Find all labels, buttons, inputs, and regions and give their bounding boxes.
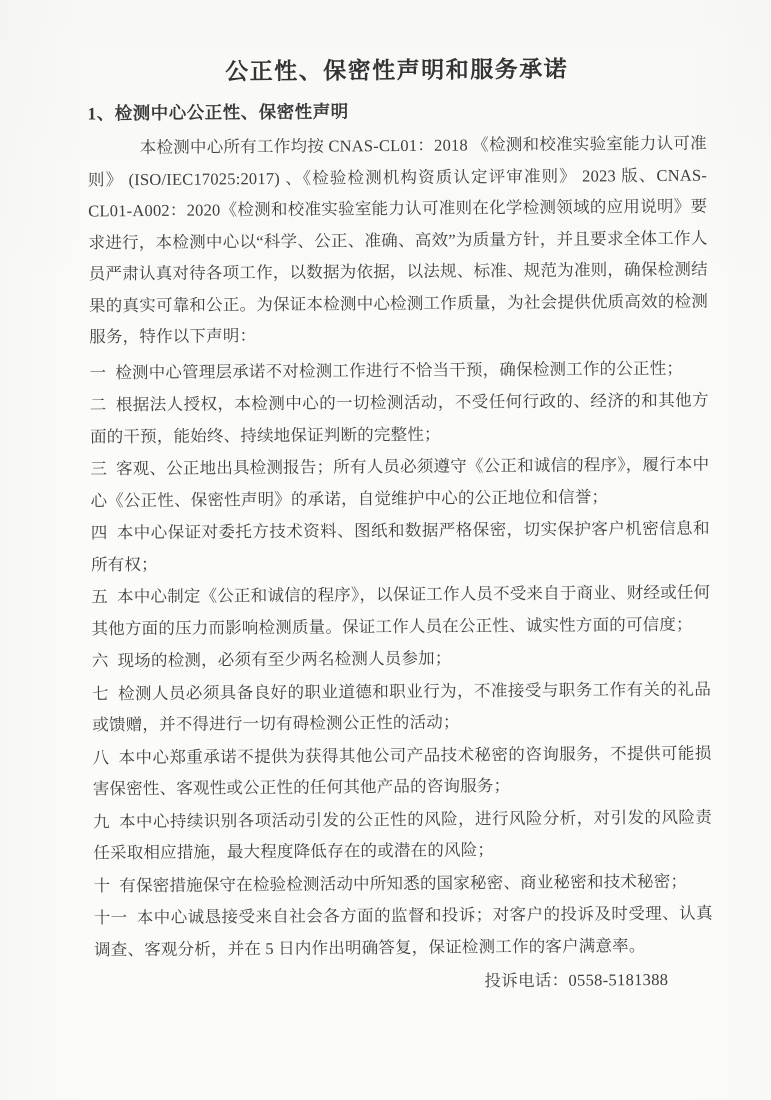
statement-text: 客观、公正地出具检测报告；所有人员必须遵守《公正和诚信的程序》，履行本中心《公正性、保密性声明》的承诺，自觉维护中心的公正地位和信誉； — [90, 454, 710, 510]
statement-item — [93, 865, 712, 901]
statement-text: 本中心诚恳接受来自社会各方面的监督和投诉；对客户的投诉及时受理、认真调查、客观分析，并在 5 日内作出明确答复，保证检测工作的客户满意率。 — [93, 903, 713, 959]
statement-item — [93, 801, 712, 869]
complaint-phone-label: 投诉电话： — [484, 970, 569, 991]
statement-item — [89, 352, 708, 388]
intro-paragraph: 本检测中心所有工作均按 CNAS-CL01：2018 《检测和校准实验室能力认可准则》 (ISO/IEC17025:2017) 、《检验检测机构资质认定评审准则》 2023 版、CNAS-CL01-A002：2020《检测和校准实验室能力认可准则在化学检测领域的应用说明》要求进行，本检测中心以“科学、公正、准确、高效”为质量方针，并且要求全体工作人员严肃认真对待各项工作，以数据为依据，以法规、标准、规范为准则，确保检测结果的真实可靠和公正。为保证本检测中心检测工作质量，为社会提供优质高效的检测服务，特作以下声明： — [87, 133, 709, 347]
statement-number: 十一 — [93, 908, 128, 928]
statement-item — [94, 898, 713, 966]
statement-list — [89, 352, 713, 965]
statement-item — [91, 513, 710, 581]
statement-number: 七 — [91, 683, 110, 703]
statement-number: 四 — [90, 523, 108, 543]
statement-number: 八 — [92, 747, 110, 767]
statement-number: 三 — [90, 459, 108, 479]
complaint-phone-line — [94, 964, 713, 1000]
statement-text: 本中心郑重承诺不提供为获得其他公司产品技术秘密的咨询服务，不提供可能损害保密性、客观性或公正性的任何其他产品的咨询服务； — [92, 743, 712, 799]
statement-text: 检测中心管理层承诺不对检测工作进行不恰当干预，确保检测工作的公正性； — [115, 358, 684, 382]
complaint-phone-number: 0558-5181388 — [568, 969, 669, 990]
section-heading: 1、检测中心公正性、保密性声明 — [87, 101, 349, 124]
statement-text: 本中心制定《公正和诚信的程序》，以保证工作人员不受来自于商业、财经或任何其他方面的压力而影响检测质量。保证工作人员在公正性、诚实性方面的可信度； — [91, 582, 711, 638]
statement-text: 根据法人授权，本检测中心的一切检测活动，不受任何行政的、经济的和其他方面的干预，能始终、持续地保证判断的完整性； — [89, 390, 709, 446]
statement-item — [90, 449, 709, 517]
statement-item — [91, 577, 710, 645]
statement-text: 本中心持续识别各项活动引发的公正性的风险，进行风险分析，对引发的风险责任采取相应措施，最大程度降低存在的或潜在的风险； — [93, 807, 713, 863]
statement-text: 现场的检测，必须有至少两名检测人员参加； — [117, 648, 452, 671]
statement-item — [92, 737, 711, 805]
statement-number: 一 — [89, 362, 107, 382]
statement-item — [92, 641, 711, 677]
statement-number: 五 — [91, 587, 109, 607]
document-content — [87, 53, 713, 1000]
statement-item — [90, 385, 709, 453]
statement-number: 二 — [89, 395, 107, 415]
statement-text: 检测人员必须具备良好的职业道德和职业行为，不准接受与职务工作有关的礼品或馈赠，并不得进行一切有碍检测公正性的活动； — [92, 679, 712, 735]
page-title: 公正性、保密性声明和服务承诺 — [225, 56, 569, 85]
statement-item — [92, 673, 711, 741]
statement-number: 九 — [92, 811, 111, 831]
statement-text: 有保密措施保守在检验检测活动中所知悉的国家秘密、商业秘密和技术秘密； — [119, 871, 688, 895]
statement-number: 十 — [93, 875, 111, 895]
statement-text: 本中心保证对委托方技术资料、图纸和数据严格保密，切实保护客户机密信息和所有权； — [90, 518, 710, 574]
statement-number: 六 — [91, 651, 109, 671]
